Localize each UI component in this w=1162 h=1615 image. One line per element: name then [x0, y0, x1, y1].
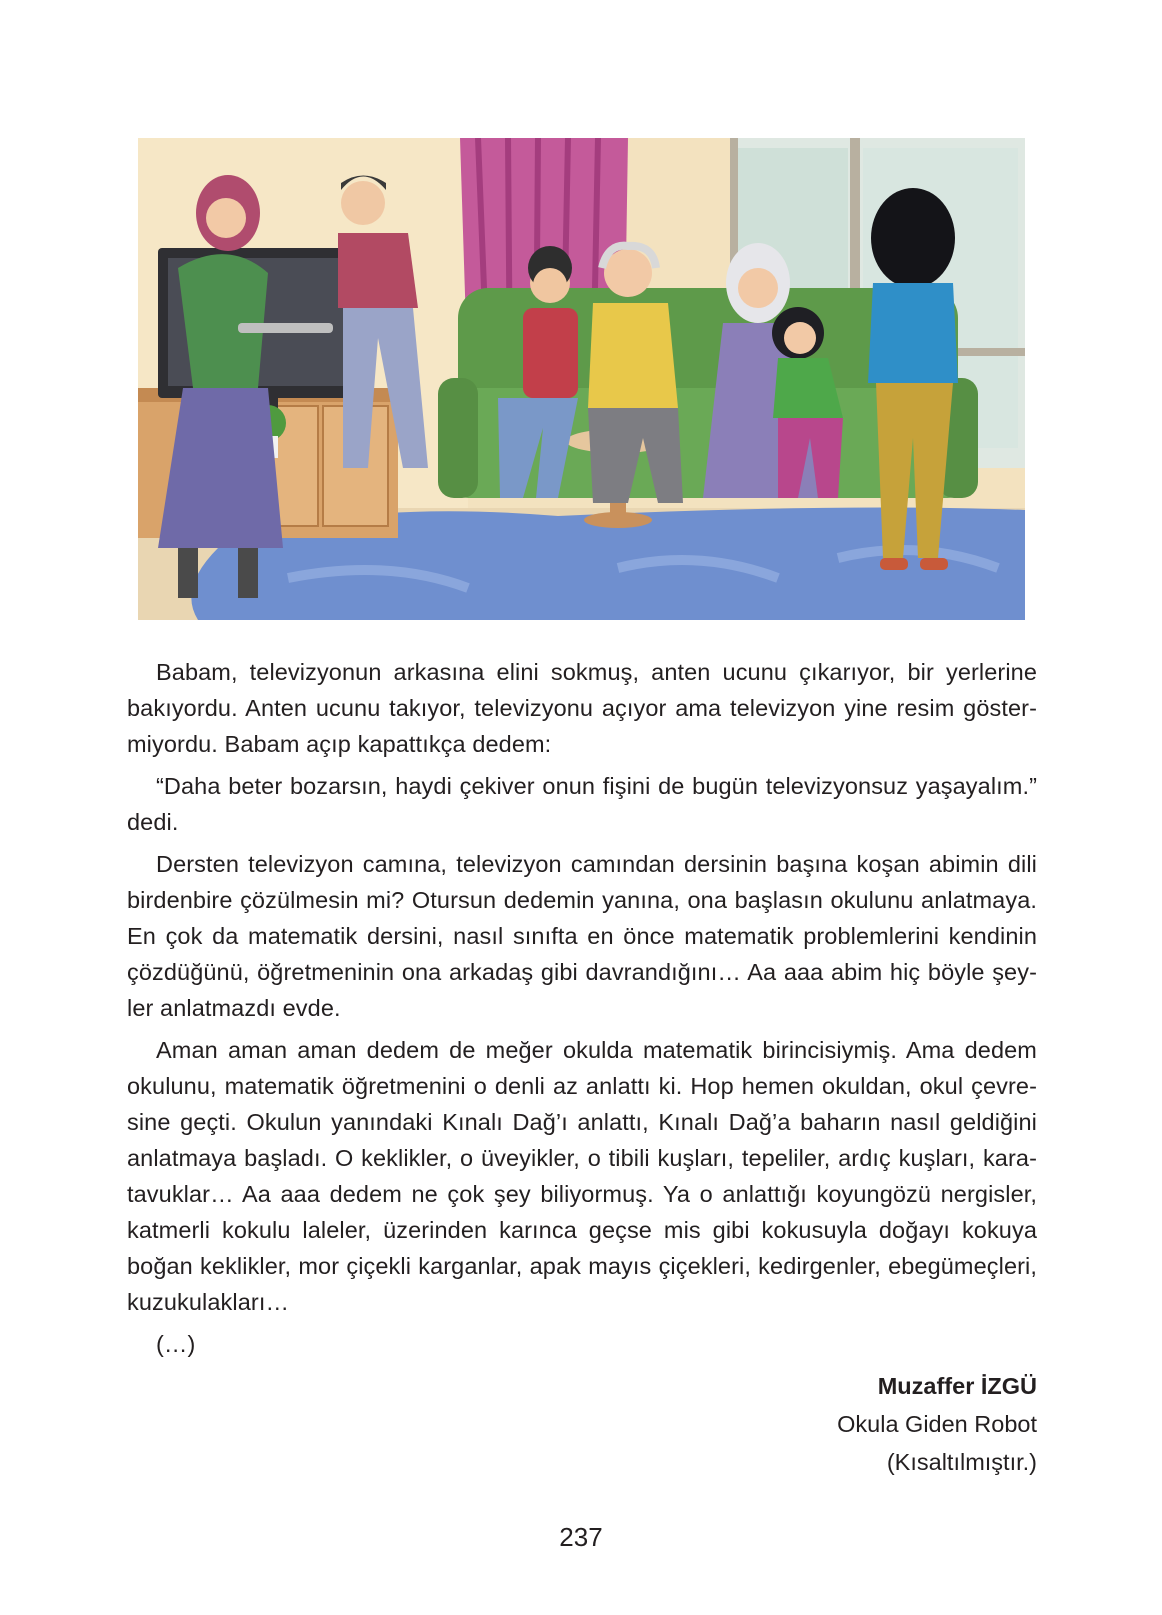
paragraph — [127, 1326, 1037, 1362]
text-line: okulunu, matematik öğretmenini o denli az anlattı ki. Hop hemen okuldan, okul çevre- — [127, 1073, 1037, 1099]
text-line: “Daha beter bozarsın, haydi çekiver onun fişini de bugün televizyonsuz yaşayalım.” — [156, 773, 1037, 799]
text-line: anlatmaya başladı. O keklikler, o üveyikler, o tibili kuşları, tepeliler, ardıç kuşları, kara- — [127, 1145, 1037, 1171]
text-line: Dersten televizyon camına, televizyon camından dersinin başına koşan abimin dili — [156, 851, 1037, 877]
work-title: Okula Giden Robot — [837, 1411, 1037, 1437]
attribution — [837, 1367, 1037, 1481]
text-line: Aman aman aman dedem de meğer okulda matematik birincisiymiş. Ama dedem — [156, 1037, 1037, 1063]
text-line: kuzukulakları… — [127, 1289, 290, 1315]
abridged-note: (Kısaltılmıştır.) — [886, 1449, 1037, 1475]
text-line: çözdüğünü, öğretmeninin ona arkadaş gibi davrandığını… Aa aaa abim hiç böyle şey- — [127, 959, 1037, 985]
text-line: dedi. — [127, 809, 179, 835]
family-living-room-illustration — [138, 138, 1025, 620]
paragraph — [127, 768, 1037, 840]
text-line: bakıyordu. Anten ucunu takıyor, televizyonu açıyor ama televizyon yine resim göster- — [127, 695, 1037, 721]
text-line: (…) — [156, 1331, 196, 1357]
story-text — [127, 654, 1037, 1368]
text-line: miyordu. Babam açıp kapattıkça dedem: — [127, 731, 552, 757]
text-line: En çok da matematik dersini, nasıl sınıfta en önce matematik problemlerini kendinin — [127, 923, 1037, 949]
text-line: katmerli kokulu laleler, üzerinden karınca geçse mis gibi kokusuyla doğayı kokuya — [127, 1217, 1037, 1243]
paragraph — [127, 1032, 1037, 1320]
paragraph — [127, 846, 1037, 1026]
paragraph — [127, 654, 1037, 762]
text-line: Babam, televizyonun arkasına elini sokmuş, anten ucunu çıkarıyor, bir yerlerine — [156, 659, 1037, 685]
page-number: 237 — [559, 1522, 603, 1552]
text-line: boğan keklikler, mor çiçekli karganlar, apak mayıs çiçekleri, kedirgenler, ebegümeçleri, — [127, 1253, 1037, 1279]
text-line: ler anlatmazdı evde. — [127, 995, 341, 1021]
text-line: sine geçti. Okulun yanındaki Kınalı Dağ’ı anlattı, Kınalı Dağ’a baharın nasıl geldiğini — [127, 1109, 1037, 1135]
author-name: Muzaffer İZGÜ — [877, 1373, 1037, 1399]
text-line: tavuklar… Aa aaa dedem ne çok şey biliyormuş. Ya o anlattığı koyungözü nergisler, — [127, 1181, 1037, 1207]
text-line: birdenbire çözülmesin mi? Otursun dedemin yanına, ona başlasın okulunu anlatmaya. — [127, 887, 1037, 913]
